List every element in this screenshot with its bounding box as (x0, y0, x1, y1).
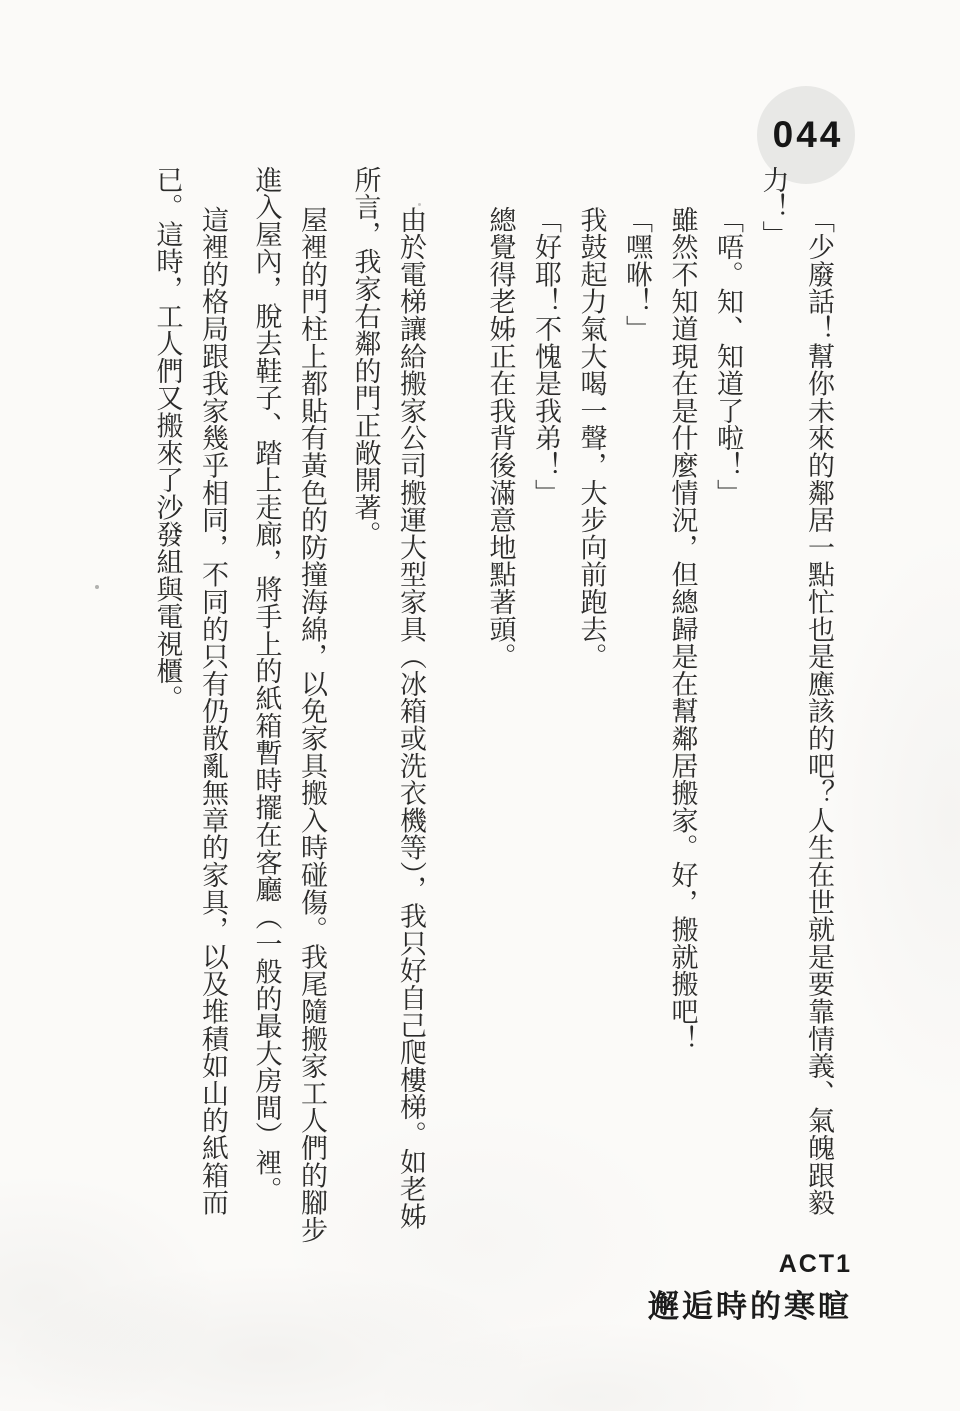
novel-text-block (144, 166, 841, 1246)
paragraph-narration-4: 由於電梯讓給搬家公司搬運大型家具（冰箱或洗衣機等），我只好自己爬樓梯。如老姊所言，我家右鄰的門正敞開著。 (350, 166, 426, 1230)
chapter-title: 邂逅時的寒暄 (648, 1289, 852, 1324)
paragraph-narration-1: 雖然不知道現在是什麼情況，但總歸是在幫鄰居搬家。好，搬就搬吧！ (667, 206, 698, 1053)
paragraph-dialogue-3: 「嘿咻！」 (622, 206, 652, 343)
scan-speck (418, 203, 421, 206)
paragraph-dialogue-1: 「少廢話！幫你未來的鄰居一點忙也是應該的吧？人生在世就是要靠情義、氣魄跟毅力！」 (758, 166, 834, 1217)
paragraph-dialogue-4: 「好耶！不愧是我弟！」 (531, 206, 561, 507)
page-number: 044 (772, 114, 844, 155)
paragraph-narration-2: 我鼓起力氣大喝一聲，大步向前跑去。 (576, 206, 607, 671)
scan-speck (95, 585, 99, 589)
paragraph-narration-6: 這裡的格局跟我家幾乎相同，不同的只有仍散亂無章的家具，以及堆積如山的紙箱而已。這時，工人們又搬來了沙發組與電視櫃。 (152, 166, 228, 1217)
act-label: ACT1 (778, 1250, 852, 1278)
chapter-footer (648, 1250, 852, 1326)
paragraph-narration-5: 屋裡的門柱上都貼有黃色的防撞海綿，以免家具搬入時碰傷。我尾隨搬家工人們的腳步進入屋內，脫去鞋子、踏上走廊，將手上的紙箱暫時擺在客廳（一般的最大房間）裡。 (251, 166, 327, 1244)
paragraph-narration-3: 總覺得老姊正在我背後滿意地點著頭。 (485, 206, 516, 671)
paragraph-dialogue-2: 「唔。知、知道了啦！」 (713, 206, 743, 507)
